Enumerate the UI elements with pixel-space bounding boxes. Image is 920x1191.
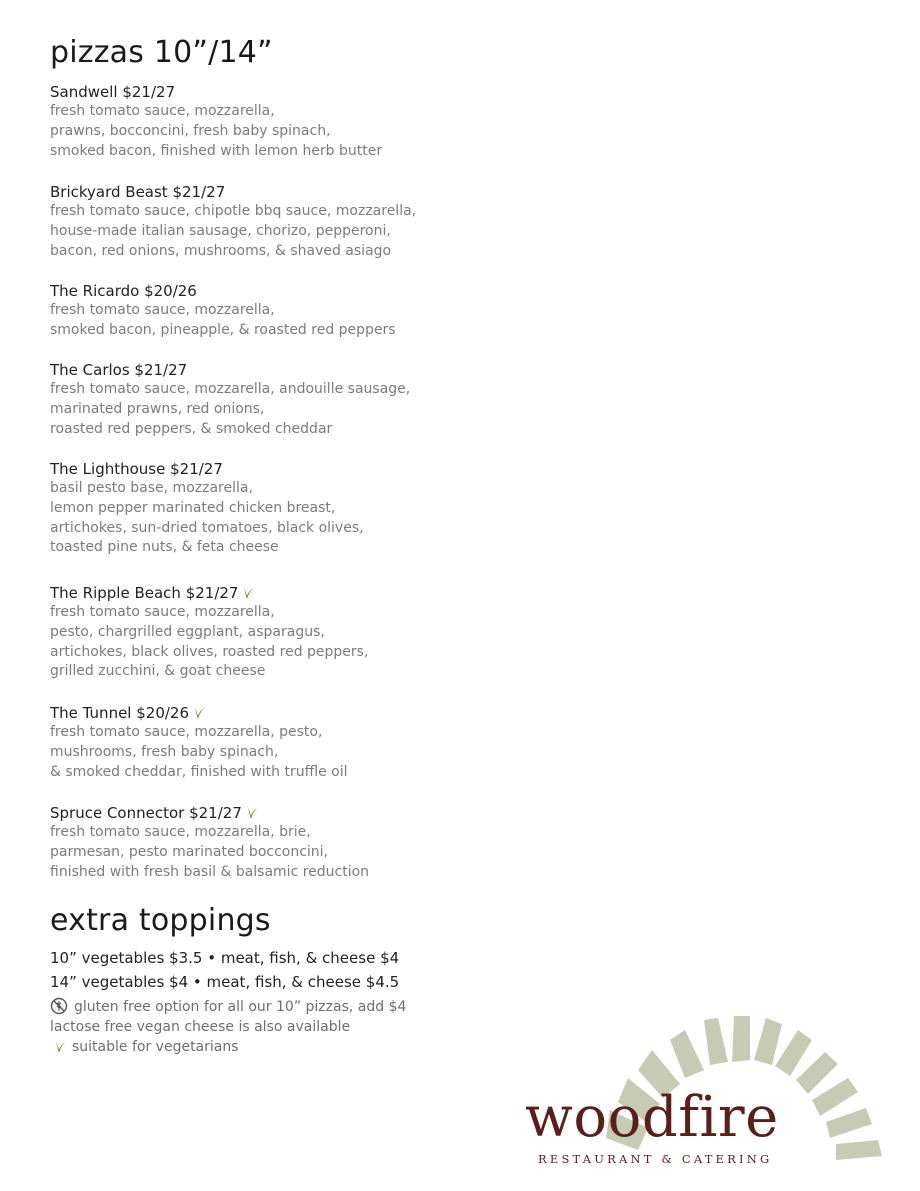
item-name: The Tunnel $20/26 [50,704,190,722]
item-description: fresh tomato sauce, mozzarella, pesto, mushrooms, fresh baby spinach, & smoked cheddar, finished with truffle oil [50,724,348,780]
gluten-free-note [50,997,406,1017]
restaurant-catering-tagline: RESTAURANT & CATERING [538,1152,773,1166]
menu-item-the-lighthouse [50,459,650,558]
leaf-icon [242,586,254,600]
vegetarian-note [54,1037,239,1057]
vegetarian-text: suitable for vegetarians [72,1039,239,1055]
item-name: The Ricardo $20/26 [50,282,197,300]
item-name: The Lighthouse $21/27 [50,460,223,478]
item-name: The Ripple Beach $21/27 [50,584,239,602]
woodfire-wordmark: woodfire [525,1085,779,1150]
menu-item-brickyard-beast [50,182,650,261]
item-description: fresh tomato sauce, mozzarella, andouille sausage, marinated prawns, red onions, roasted red peppers, & smoked cheddar [50,381,411,437]
menu-item-the-carlos [50,360,650,439]
menu-item-the-ricardo [50,281,650,341]
leaf-icon [193,706,205,720]
menu-item-the-ripple-beach [50,583,650,682]
menu-item-sandwell [50,82,650,161]
item-name: Brickyard Beast $21/27 [50,183,226,201]
item-name: Sandwell $21/27 [50,83,176,101]
item-description: basil pesto base, mozzarella, lemon pepper marinated chicken breast, artichokes, sun-dried tomatoes, black olives, toasted pine nuts, & feta cheese [50,480,364,556]
topping-price-14in: 14” vegetables $4 • meat, fish, & cheese $4.5 [50,973,400,991]
leaf-icon [54,1039,66,1055]
gluten-free-text: gluten free option for all our 10” pizzas, add $4 [74,999,407,1015]
item-description: fresh tomato sauce, chipotle bbq sauce, mozzarella, house-made italian sausage, chorizo, pepperoni, bacon, red onions, mushrooms, & shaved asiago [50,203,417,259]
no-wheat-icon [50,997,68,1015]
item-description: fresh tomato sauce, mozzarella, brie, parmesan, pesto marinated bocconcini, finished with fresh basil & balsamic reduction [50,824,370,880]
item-description: fresh tomato sauce, mozzarella, pesto, chargrilled eggplant, asparagus, artichokes, black olives, roasted red peppers, grilled zucchini, & goat cheese [50,604,369,680]
item-name: Spruce Connector $21/27 [50,804,242,822]
leaf-icon [246,806,258,820]
item-description: fresh tomato sauce, mozzarella, smoked bacon, pineapple, & roasted red peppers [50,302,396,338]
extra-toppings-heading: extra toppings [50,903,271,938]
item-description: fresh tomato sauce, mozzarella, prawns, bocconcini, fresh baby spinach, smoked bacon, finished with lemon herb butter [50,103,383,159]
item-name-row [50,803,650,823]
menu-item-spruce-connector [50,803,650,882]
item-name-row [50,703,650,723]
pizzas-heading: pizzas 10”/14” [50,35,273,70]
vegan-cheese-note: lactose free vegan cheese is also available [50,1019,351,1035]
menu-item-the-tunnel [50,703,650,782]
item-name-row [50,583,650,603]
topping-price-10in: 10” vegetables $3.5 • meat, fish, & cheese $4 [50,949,400,967]
item-name: The Carlos $21/27 [50,361,188,379]
